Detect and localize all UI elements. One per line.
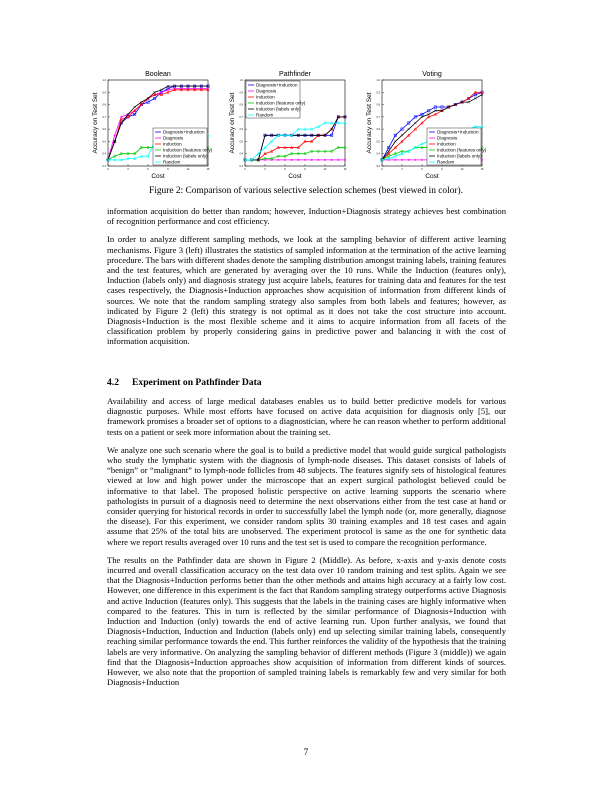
x-tick-label: 6	[284, 168, 286, 171]
data-point	[297, 159, 299, 161]
x-tick-label: 3	[264, 168, 266, 171]
legend-entry: Random	[256, 112, 274, 118]
y-tick-label: 0.4	[376, 152, 380, 156]
legend-entry: Induction (features only)	[256, 100, 306, 106]
x-tick-label: 12	[323, 168, 327, 171]
legend-entry: Induction (features only)	[163, 147, 213, 153]
y-tick-label: 0.3	[102, 165, 106, 168]
x-tick-label: 15	[343, 168, 347, 171]
chart-title: Voting	[422, 71, 442, 78]
data-point	[290, 159, 292, 161]
section-text	[107, 396, 506, 695]
legend-entry: Induction	[163, 141, 182, 147]
legend-entry: Induction (labels only)	[163, 153, 208, 159]
data-point	[284, 159, 286, 161]
legend-entry: Induction (labels only)	[256, 106, 301, 112]
legend-entry: Diagnosis+Induction	[437, 129, 479, 135]
y-tick-label: 0.8	[239, 103, 243, 107]
paragraph: We analyze one such scenario where the goal is to build a predictive model that would guide surgical pathologists who study the lymphatic system with the diagnosis of lymph-node diseases. This dataset consists of labels of “benign” or “malignant” to lymph-node follicles from 48 subjects. The features signify sets of histological features viewed at low and high power under the microscope that an expert surgical pathologist believed could be informative to that label. The proposed holistic perspective on active learning supports the scenario where pathologists in pursuit of a diagnosis need to determine the next observations either from the test case at hand or consider querying for historical records in order to successfully label the lymph node (or, more generally, diagnose the disease). For this experiment, we consider random splits 30 training examples and 18 test cases and again assume that 25% of the total bits are unobserved. The experiment protocol is same as the one for synthetic data where we report results averaged over 10 runs and the test set is used to compare the recognition performance.	[107, 444, 506, 547]
legend-entry: Diagnosis	[163, 135, 184, 141]
legend-entry: Induction (features only)	[437, 147, 487, 153]
data-point	[394, 159, 396, 161]
x-tick-label: 12	[460, 168, 464, 171]
y-axis-label: Accuracy on Test Set	[229, 92, 236, 154]
y-tick-label: 0.3	[376, 165, 380, 168]
y-tick-label: 0.5	[376, 140, 380, 144]
x-axis-label: Cost	[288, 173, 302, 180]
data-point	[401, 134, 403, 136]
y-tick-label: 0.8	[376, 103, 380, 107]
x-tick-label: 6	[147, 168, 149, 171]
y-tick-label: 0.7	[239, 115, 243, 119]
y-tick-label: 1.0	[376, 79, 380, 82]
y-tick-label: 1.0	[102, 79, 106, 82]
y-tick-label: 0.5	[102, 140, 106, 144]
data-point	[414, 159, 416, 161]
data-point	[421, 159, 423, 161]
figure-caption: Figure 2: Comparison of various selective selection schemes (best viewed in color).	[149, 186, 463, 196]
x-tick-label: 15	[206, 168, 210, 171]
paragraph: Availability and access of large medical databases enables us to build better predictive models for various diagnostic purposes. While most efforts have focused on active data acquisition for diagnosis only [5], our framework promises a broader set of options to a diagnostician, where he can reason whether to perform additional tests on a patient or seek more information about the training set.	[107, 396, 506, 437]
page-number: 7	[303, 747, 309, 757]
legend-entry: Diagnosis+Induction	[256, 82, 298, 88]
chart-title: Boolean	[145, 71, 171, 78]
y-tick-label: 0.5	[239, 140, 243, 144]
data-point	[337, 159, 339, 161]
chart-title: Pathfinder	[279, 71, 311, 78]
section-number: 4.2	[107, 377, 119, 388]
data-point	[113, 134, 115, 136]
x-tick-label: 3	[401, 168, 403, 171]
paragraph: The results on the Pathfinder data are shown in Figure 2 (Middle). As before, x-axis and y-axis denote costs incurred and overall classification accuracy on the test data over 10 random training and test splits. Again we see that the Diagnosis+Induction performs better than the other methods and attains high accuracy at a fairly low cost. However, one difference in this experiment is the fact that Random sampling strategy outperforms active Diagnosis and active Induction (features only). This suggests that the labels in the training cases are highly informative when compared to the features. This in turn is reflected by the similar performance of Diagnosis+Induction with Induction and Induction (only) towards the end of active learning run. Upon further analysis, we found that Diagnosis+Induction, Induction and Induction (labels only) end up selecting similar training labels, consequently reaching similar performance towards the end. This further reinforces the validity of the hypothesis that the training labels are very informative. On analyzing the sampling behavior of different methods (Figure 3 (middle)) we again find that the Diagnosis+Induction approaches show acquisition of information from different kinds of sources. However, we also note that the proportion of sampled training labels is remarkably few and very similar for both Diagnosis+Induction	[107, 554, 506, 688]
chart-voting	[364, 70, 486, 180]
y-tick-label: 0.9	[239, 91, 243, 95]
y-tick-label: 0.4	[102, 152, 106, 156]
data-point	[330, 159, 332, 161]
legend-entry: Induction	[256, 94, 275, 100]
y-tick-label: 0.7	[102, 115, 106, 119]
x-tick-label: 0	[244, 168, 246, 171]
y-tick-label: 0.8	[102, 103, 106, 107]
data-point	[414, 122, 416, 124]
y-tick-label: 0.9	[102, 91, 106, 95]
x-tick-label: 9	[167, 168, 169, 171]
legend-entry: Induction (labels only)	[437, 153, 482, 159]
legend-entry: Diagnosis	[256, 88, 277, 94]
section-title: Experiment on Pathfinder Data	[132, 377, 262, 388]
y-tick-label: 0.6	[102, 128, 106, 132]
intro-text	[107, 206, 506, 355]
data-point	[134, 106, 136, 108]
y-tick-label: 0.6	[239, 128, 243, 132]
legend-entry: Induction	[437, 141, 456, 147]
data-point	[324, 159, 326, 161]
data-point	[407, 159, 409, 161]
x-tick-label: 15	[480, 168, 484, 171]
y-tick-label: 0.7	[376, 115, 380, 119]
chart-boolean	[90, 70, 212, 180]
legend-entry: Random	[163, 159, 181, 165]
x-tick-label: 9	[441, 168, 443, 171]
legend-entry: Diagnosis+Induction	[163, 129, 205, 135]
y-tick-label: 0.9	[376, 91, 380, 95]
data-point	[394, 140, 396, 142]
legend-entry: Diagnosis	[437, 135, 458, 141]
data-point	[401, 159, 403, 161]
x-tick-label: 6	[421, 168, 423, 171]
y-axis-label: Accuracy on Test Set	[92, 92, 99, 154]
legend-entry: Random	[437, 159, 455, 165]
y-tick-label: 0.4	[239, 152, 243, 156]
y-axis-label: Accuracy on Test Set	[366, 92, 373, 154]
paragraph: information acquisition do better than random; however, Induction+Diagnosis strategy achieves best combination of recognition performance and cost efficiency.	[107, 206, 506, 227]
data-point	[304, 159, 306, 161]
x-tick-label: 12	[186, 168, 190, 171]
chart-pathfinder	[227, 70, 349, 180]
data-point	[317, 159, 319, 161]
x-tick-label: 0	[381, 168, 383, 171]
x-tick-label: 9	[304, 168, 306, 171]
data-point	[277, 159, 279, 161]
section-heading	[107, 377, 262, 388]
data-point	[310, 159, 312, 161]
x-tick-label: 0	[107, 168, 109, 171]
x-axis-label: Cost	[151, 173, 165, 180]
y-tick-label: 0.6	[376, 128, 380, 132]
data-point	[408, 128, 410, 130]
paragraph: In order to analyze different sampling methods, we look at the sampling behavior of different active learning mechanisms. Figure 3 (left) illustrates the statistics of sampled information at the termination of the active learning procedure. The bars with different shades denote the sampling distribution amongst training labels, training features and the test features, which are generated by averaging over the 10 runs. While the Induction (features only), Induction (labels only) and diagnosis strategy just acquire labels, features for training data and features for the test cases respectively, the Diagnosis+Induction approaches show acquisition of information from different kinds of sources. We note that the random sampling strategy also samples from both labels and features; however, as indicated by Figure 2 (left) this strategy is not optimal as it does not take the cost structure into account. Diagnosis+Induction is the most flexible scheme and it aims to acquire information from all facets of the classification problem by properly considering gains in predictive power and balancing it with the cost of information acquisition.	[107, 234, 506, 347]
x-axis-label: Cost	[425, 173, 439, 180]
y-tick-label: 0.3	[239, 165, 243, 168]
x-tick-label: 3	[127, 168, 129, 171]
y-tick-label: 1.0	[239, 79, 243, 82]
data-point	[344, 159, 346, 161]
